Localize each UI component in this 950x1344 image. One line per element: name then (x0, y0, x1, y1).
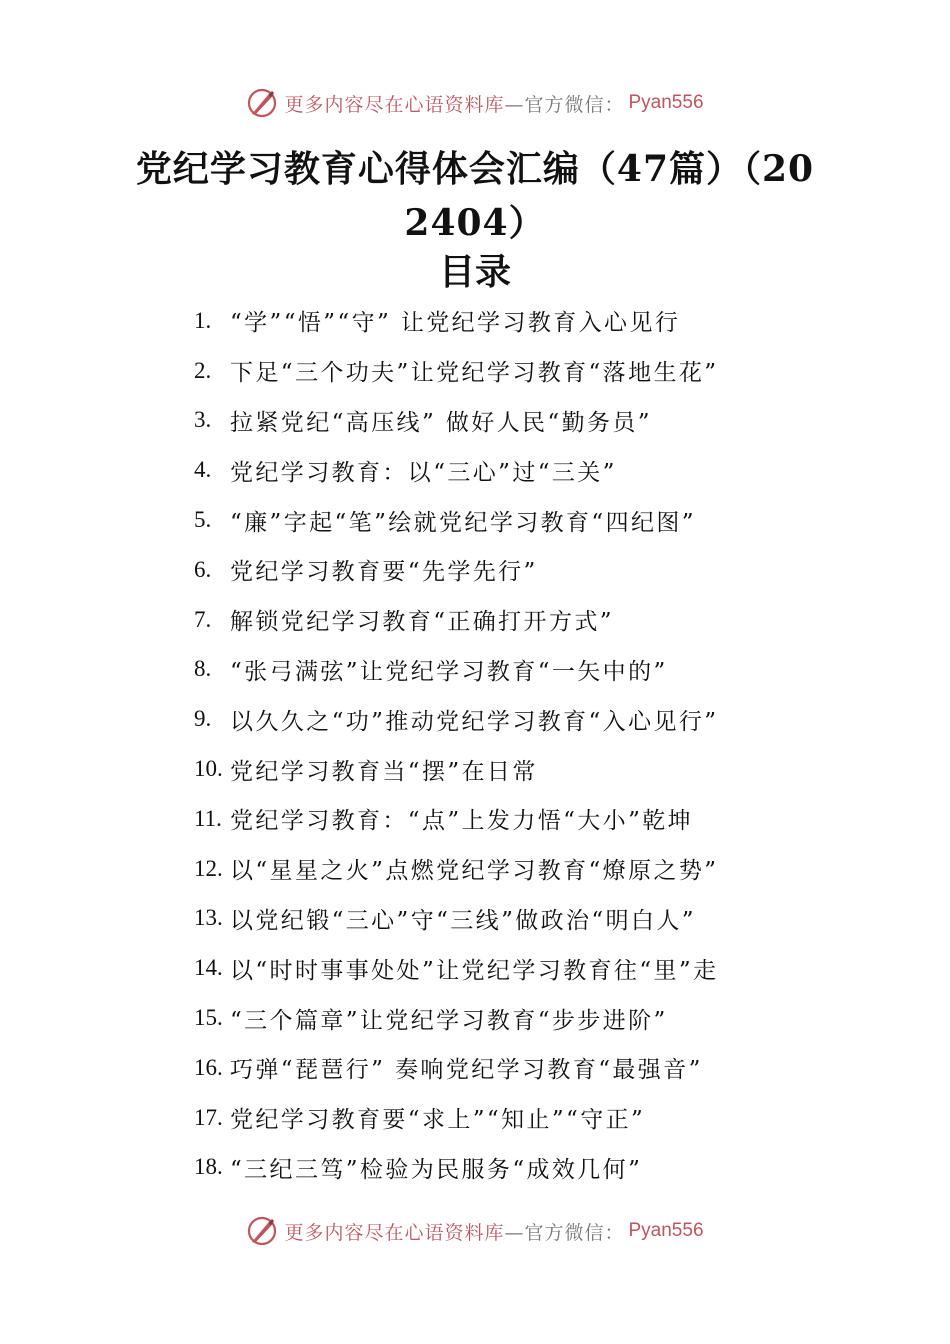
toc-item[interactable] (194, 445, 834, 495)
toc-item[interactable] (194, 645, 834, 695)
toc-item[interactable] (194, 1143, 834, 1193)
toc-item[interactable] (194, 346, 834, 396)
toc-item-text: “三纪三笃”检验为民服务“成效几何” (230, 1156, 643, 1183)
watermark-separator: —官方微信： (504, 1221, 625, 1244)
watermark-header (0, 83, 950, 123)
toc-item-number: 11. (194, 805, 222, 831)
watermark-separator: —官方微信： (504, 93, 625, 116)
toc-heading: 目录 (438, 251, 511, 293)
toc-item-text: 以“时时事事处处”让党纪学习教育往“里”走 (230, 957, 719, 984)
toc-item[interactable] (194, 794, 834, 844)
toc-item-number: 2. (194, 357, 212, 383)
toc-item[interactable] (194, 1093, 834, 1143)
toc-item-number: 1. (194, 307, 212, 333)
toc-item-text: 拉紧党纪“高压线” 做好人民“勤务员” (230, 409, 652, 436)
toc-item-number: 6. (194, 556, 212, 582)
toc-item-text: “廉”字起“笔”绘就党纪学习教育“四纪图” (230, 509, 696, 536)
toc-item-text: “学”“悟”“守” 让党纪学习教育入心见行 (230, 310, 681, 337)
toc-item-number: 15. (194, 1005, 223, 1031)
toc-item-text: 党纪学习教育：以“三心”过“三关” (230, 459, 617, 486)
watermark-main-text: 更多内容尽在心语资料库 (284, 93, 505, 116)
toc-item-number: 16. (194, 1054, 223, 1080)
toc-item-number: 13. (194, 905, 223, 931)
document-title: 党纪学习教育心得体会汇编（47篇）（202404） (135, 148, 815, 244)
toc-item-number: 7. (194, 606, 212, 632)
toc-list (194, 296, 834, 1192)
toc-item-text: “张弓满弦”让党纪学习教育“一矢中的” (230, 658, 668, 685)
toc-item-text: 以“星星之火”点燃党纪学习教育“燎原之势” (230, 858, 719, 885)
toc-item-number: 3. (194, 407, 212, 433)
toc-item[interactable] (194, 844, 834, 894)
toc-item-text: 党纪学习教育要“求上”“知止”“守正” (230, 1107, 646, 1134)
toc-item-text: 巧弹“琵琶行” 奏响党纪学习教育“最强音” (230, 1057, 703, 1084)
toc-item[interactable] (194, 993, 834, 1043)
toc-item[interactable] (194, 894, 834, 944)
toc-item-text: 党纪学习教育当“摆”在日常 (230, 758, 538, 785)
toc-item[interactable] (194, 495, 834, 545)
watermark-footer (0, 1211, 950, 1251)
toc-item[interactable] (194, 296, 834, 346)
toc-item-number: 17. (194, 1104, 223, 1130)
watermark-main-text: 更多内容尽在心语资料库 (284, 1221, 505, 1244)
toc-item-number: 10. (194, 756, 223, 782)
pen-logo-icon (246, 1215, 278, 1247)
toc-item-text: “三个篇章”让党纪学习教育“步步进阶” (230, 1007, 668, 1034)
watermark-wechat-id: Pyan556 (628, 92, 704, 113)
toc-item-text: 解锁党纪学习教育“正确打开方式” (230, 609, 614, 636)
toc-item[interactable] (194, 545, 834, 595)
toc-item[interactable] (194, 396, 834, 446)
toc-item-text: 下足“三个功夫”让党纪学习教育“落地生花” (230, 360, 719, 387)
pen-logo-icon (246, 87, 278, 119)
toc-item[interactable] (194, 595, 834, 645)
toc-item-text: 以久久之“功”推动党纪学习教育“入心见行” (230, 708, 719, 735)
toc-item-number: 5. (194, 507, 212, 533)
toc-item-number: 8. (194, 656, 212, 682)
toc-item[interactable] (194, 744, 834, 794)
toc-item-text: 党纪学习教育要“先学先行” (230, 559, 538, 586)
toc-item-number: 4. (194, 457, 212, 483)
toc-item[interactable] (194, 943, 834, 993)
toc-item-number: 14. (194, 955, 223, 981)
toc-item-text: 党纪学习教育：“点”上发力悟“大小”乾坤 (230, 808, 694, 835)
watermark-wechat-id: Pyan556 (628, 1220, 704, 1241)
toc-item-text: 以党纪锻“三心”守“三线”做政治“明白人” (230, 907, 696, 934)
toc-item[interactable] (194, 694, 834, 744)
toc-item[interactable] (194, 1043, 834, 1093)
toc-item-number: 18. (194, 1154, 223, 1180)
toc-item-number: 12. (194, 855, 223, 881)
toc-item-number: 9. (194, 706, 212, 732)
